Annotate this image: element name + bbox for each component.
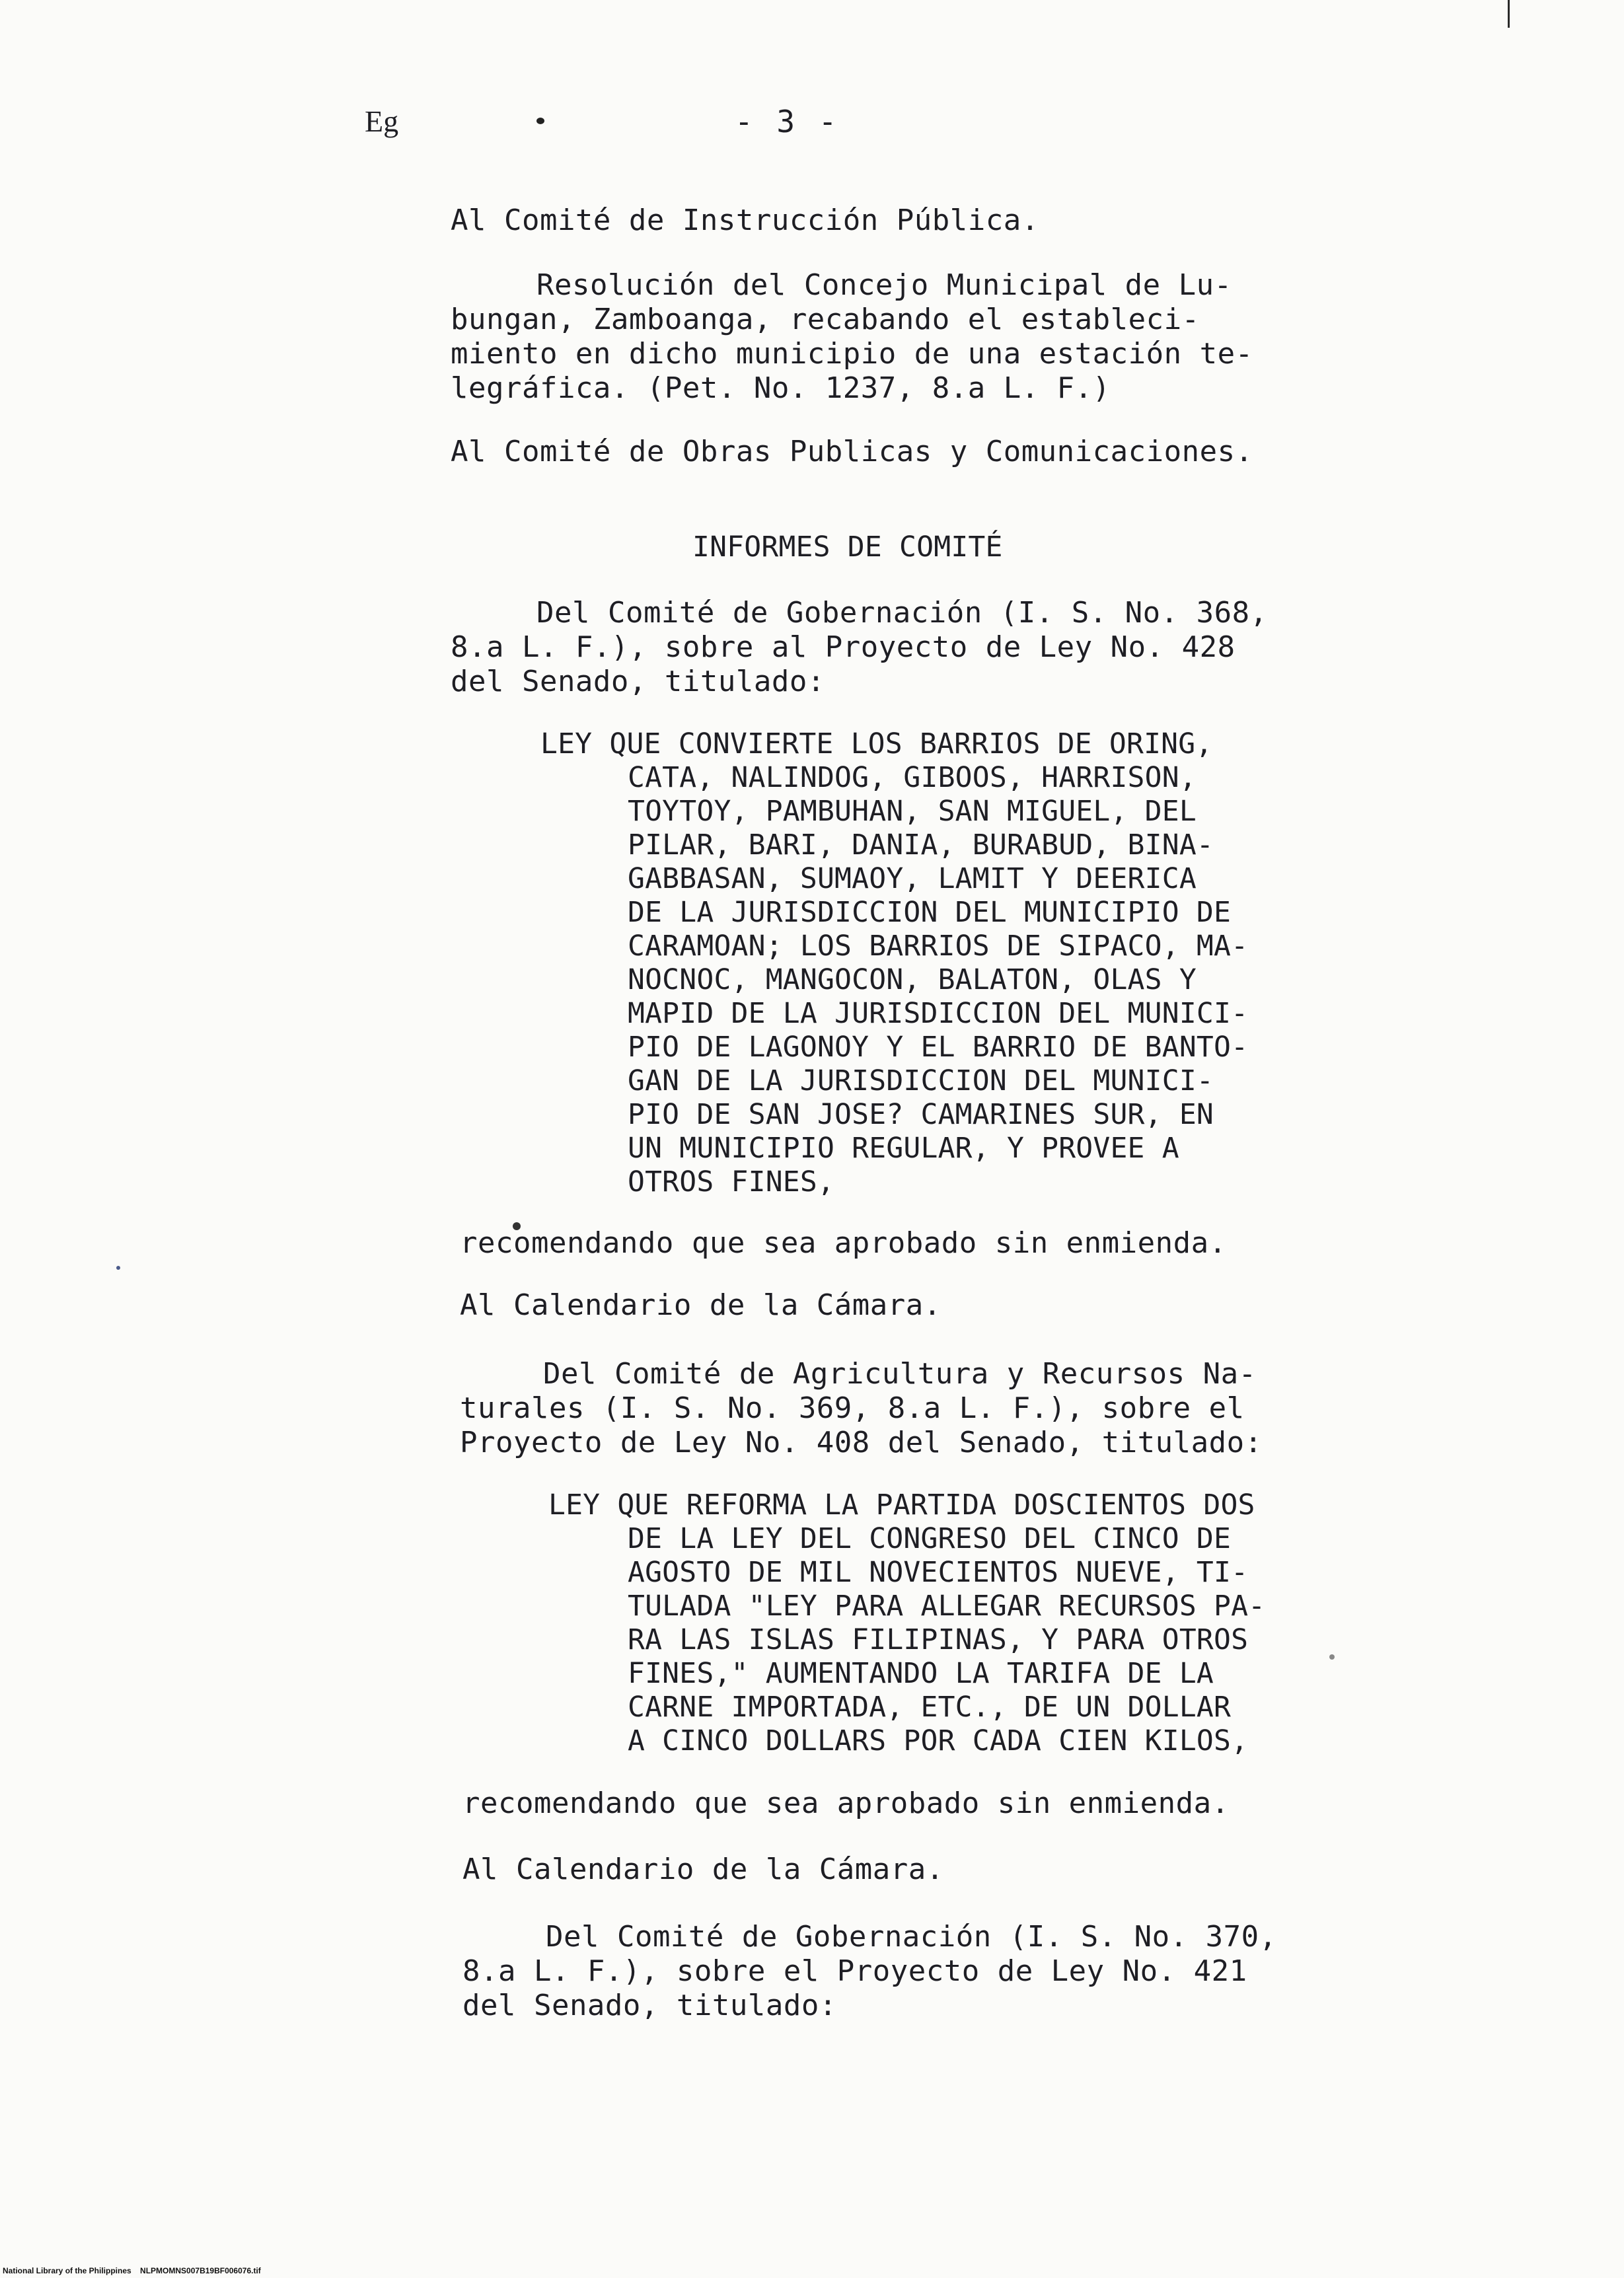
report-intro-line: del Senado, titulado: [451,665,825,698]
bill-title-line: DE LA JURISDICCION DEL MUNICIPIO DE [628,896,1232,929]
resolution-line: miento en dicho municipio de una estación te- [451,337,1253,371]
bill-title-line: MAPID DE LA JURISDICCION DEL MUNICI- [628,997,1249,1030]
bill-title-line: PIO DE LAGONOY Y EL BARRIO DE BANTO- [628,1031,1249,1064]
resolution-line: legráfica. (Pet. No. 1237, 8.a L. F.) [451,371,1111,405]
bill-title-line: CARNE IMPORTADA, ETC., DE UN DOLLAR [628,1691,1232,1724]
recommendation-line: recomendando que sea aprobado sin enmienda. [462,1786,1230,1820]
recommendation-line: recomendando que sea aprobado sin enmienda. [460,1226,1227,1260]
bill-title-line: PILAR, BARI, DANIA, BURABUD, BINA- [628,828,1214,862]
bill-title-line: PIO DE SAN JOSE? CAMARINES SUR, EN [628,1098,1214,1131]
report-intro-line: 8.a L. F.), sobre el Proyecto de Ley No. 421 [462,1954,1247,1988]
bill-title-line: GAN DE LA JURISDICCION DEL MUNICI- [628,1064,1214,1097]
bill-title-line: RA LAS ISLAS FILIPINAS, Y PARA OTROS [628,1623,1249,1656]
archive-credit: National Library of the Philippines [3,2266,131,2275]
bill-title-line: OTROS FINES, [628,1165,835,1198]
page-number: - 3 - [735,104,840,139]
scan-speck [1329,1654,1335,1660]
bill-title-line: AGOSTO DE MIL NOVECIENTOS NUEVE, TI- [628,1556,1249,1589]
report-intro-line: del Senado, titulado: [462,1989,837,2022]
bill-title-line: NOCNOC, MANGOCON, BALATON, OLAS Y [628,963,1197,996]
header-initials: Eg [365,104,399,138]
resolution-line: Resolución del Concejo Municipal de Lu- [536,268,1232,302]
bill-title-line: DE LA LEY DEL CONGRESO DEL CINCO DE [628,1522,1232,1555]
referral-line: Al Comité de Instrucción Pública. [451,203,1039,237]
section-heading: INFORMES DE COMITÉ [692,531,1003,564]
resolution-line: bungan, Zamboanga, recabando el estableci- [451,303,1200,336]
bill-title-line: LEY QUE REFORMA LA PARTIDA DOSCIENTOS DOS [548,1488,1255,1522]
referral-line: Al Calendario de la Cámara. [462,1853,944,1886]
bill-title-line: TOYTOY, PAMBUHAN, SAN MIGUEL, DEL [628,795,1197,828]
report-intro-line: turales (I. S. No. 369, 8.a L. F.), sobre el [460,1391,1245,1425]
bill-title-line: GABBASAN, SUMAOY, LAMIT Y DEERICA [628,862,1197,895]
bill-title-line: FINES," AUMENTANDO LA TARIFA DE LA [628,1657,1214,1690]
bill-title-line: CARAMOAN; LOS BARRIOS DE SIPACO, MA- [628,930,1249,963]
report-intro-line: Proyecto de Ley No. 408 del Senado, titulado: [460,1426,1263,1459]
bill-title-line: TULADA "LEY PARA ALLEGAR RECURSOS PA- [628,1590,1266,1623]
report-intro-line: Del Comité de Agricultura y Recursos Na- [543,1357,1257,1391]
report-intro-line: Del Comité de Gobernación (I. S. No. 368, [536,596,1268,630]
referral-line: Al Comité de Obras Publicas y Comunicaciones. [451,435,1253,468]
bill-title-line: UN MUNICIPIO REGULAR, Y PROVEE A [628,1132,1179,1165]
report-intro-line: Del Comité de Gobernación (I. S. No. 370, [546,1920,1277,1954]
bill-title-line: A CINCO DOLLARS POR CADA CIEN KILOS, [628,1724,1249,1757]
file-name: NLPMOMNS007B19BF006076.tif [140,2266,261,2275]
archive-footer [3,2266,261,2275]
report-intro-line: 8.a L. F.), sobre al Proyecto de Ley No. 428 [451,630,1236,664]
bill-title-line: LEY QUE CONVIERTE LOS BARRIOS DE ORING, [540,727,1213,760]
referral-line: Al Calendario de la Cámara. [460,1288,941,1322]
header-dot [536,118,544,124]
bill-title-line: CATA, NALINDOG, GIBOOS, HARRISON, [628,761,1197,794]
scan-edge-mark [1508,0,1510,28]
scan-speck [116,1266,120,1270]
